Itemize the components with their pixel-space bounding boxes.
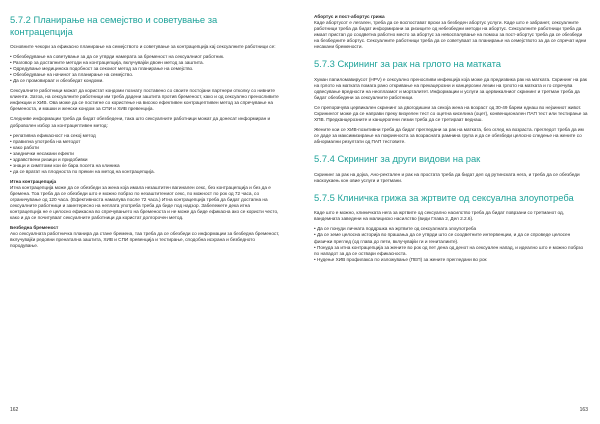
cervical-paragraph-3: Жените кои се ХИВ-позитивни треба да бидат прегледани за рак на матката, без оглед на возраста. прегледот треба да им се даде за максимизирање на покриеноста за возрасната рамнина група и да се обезбеди целосно следење на жените со абнормални резултати од ПАП тестовите. — [314, 127, 584, 145]
list-item: • Разговор за достапните методи на контрацепција, вклучувајќи двоен метод за заштита. — [10, 60, 280, 66]
list-item: • како работи — [10, 145, 280, 151]
left-column — [10, 14, 280, 253]
safe-pregnancy-body: Ако сексуалната работничка планира да стане бремена, таа треба да се обезбеди со информации за безбедна бременост, вклучувајќи редовни пренатална заштита, ХИВ и СПИ превенција и тестирање, сподобна исхрана и безбедното породување. — [10, 231, 280, 249]
other-cancer-heading: 5.7.4 Скрининг за други видови на рак — [314, 153, 481, 165]
list-item: • Понуда за итна контрацепција за жените во рок од пет дена од денот на сексуален напад, и идеално што е можно побрзо по нападот за да се оствари ефикасноста. — [314, 245, 588, 257]
list-item: • Да се понуди личната поддршка на жртвите од сексуалната злоупотреба — [314, 226, 588, 232]
abortion-care-title: Абортус и пост-абортус грижа — [314, 14, 385, 19]
list-item: • здравствени ризици и придобивки — [10, 157, 280, 163]
list-item: • Обезбедување на начинот за планирање на семејство. — [10, 72, 280, 78]
page-number-left: 162 — [10, 407, 19, 413]
cervical-paragraph-1: Хуман папиломавирусот (HPV) е сексуално преносливи инфекција која може да предизвика рак на матката. Скрининг на рак на грлото на матката помага рано откривање на прекацерозни и канцерозни лезии на грлото на матката и го спречува одвесување вредности на неоплазмот и морталитет. Информации и услуги за цервикалниот скрининг и третман треба да бидат обезбедени за сексуалните работници. — [314, 76, 587, 100]
right-column — [314, 14, 588, 267]
list-item: • правилна употреба на методот — [10, 139, 280, 145]
list-item: • да се вратат на плодноста по прекин на метод на контрацепција. — [10, 169, 280, 175]
list-item: • Одредување медицинска подобност за секоиот метод за планирање на семејство. — [10, 66, 280, 72]
list-item: • Да се промовираат и обезбедат кондоми. — [10, 78, 280, 84]
other-cancer-body: Скрининг за рак на дојка, Ано-ректален и рак на простата треба да бидат дел од рутинската нега, и треба да се обезбеди наскоукаењ кон овие услуги и третмани. — [314, 171, 580, 183]
safe-pregnancy-title: Безбедна бременост — [10, 225, 59, 231]
family-planning-intro: Основните чекори за ефикасно планирање на семејството и советување за контрацепција кај сексуалните работници се: — [10, 44, 276, 49]
sexual-abuse-care-intro: Каде што е можно, клиничката нега за жртвите од сексуално насилство треба да бидат поврзани со третманот од, вандемната заведени на малициско насилство (види Глава 2, Дел 2.2.6). — [314, 210, 565, 222]
list-item: • знаци и симптоми кои ќе бара посета на клиника — [10, 163, 280, 169]
method-info-list — [10, 133, 280, 175]
condom-paragraph: Сексуалните работници можат да користат кондоми познату поставено со своите постојани партнери отколку со нивните клиенти. Затоа, на сексуалните работници им треба дадени заштита против бременост, како и од сексуално преносливите инфекции и ХИВ. Ова може да се постигне со користење на високо ефективен контрацептивен метод за спречување на бременоста, и машки и женски кондом за СПИ и ХИВ превенција. — [10, 88, 279, 112]
emergency-contraception-title: Итна контрацепција — [10, 178, 57, 184]
list-item: • Обезбедување на советување за да се утврди намерата за бременост на сексуалниот работник. — [10, 54, 280, 60]
cervical-paragraph-2: Се препорачува цервикален скрининг за двогодишни за секоја жена на возраст од 30-49 барем еднаш во нејзиниот живот. Скринингот може да се направи преку визуелен тест со оцетна киселина (оцет), конвенционален ПАП тест или тестирање за ХПВ. Предканцерозните и канцерогени лезии треба да се третираат веднаш. — [314, 104, 588, 123]
cervical-screening-heading: 5.7.3 Скрининг за рак на грлото на матката — [314, 58, 502, 70]
list-item: • релативна ефикасност на секој метод — [10, 133, 280, 139]
list-item: • заеднички несакани ефекти — [10, 151, 280, 157]
family-planning-heading: 5.7.2 Планирање на семејство и советување за контрацепција — [10, 14, 218, 37]
right-page — [300, 0, 600, 424]
family-planning-steps — [10, 54, 280, 84]
info-intro-paragraph: Следниве информации треба да бидат обезбедени, така што сексуалните работници можат да донесат информиран и доброволен избор за контрацептивен метод: — [10, 116, 271, 128]
list-item: • Нудење ХИВ профилакса по изложување (ПЕП) за жените прегледани во рок — [314, 257, 588, 263]
emergency-contraception-body: Итна контрацепција може да се обезбеди за жена која имала незаштитен вагинален секс, без контрацепција и без да е бремена. Тоа треба да се обезбеди што е можно побрзо по незаштитениот секс, по можност по рок од 72 часа, со ограничување од 120 часа. (Ефективноста намалува после 72 часа.) Итна контрацепција треба да бидат достапна на сексуалните работници и заинтересно на неплата употреба треба да биде под надзор. Забележете дека итна контрацепција не е целосно ефикасна во спречувањето на бременоста и не може да биде ефикасна ако се користи често, како и да се почитуваат сексуалните работници да користат долгорочен метод. — [10, 184, 279, 221]
abortion-care-body: Каде абортусот е легален, треба да се воспостават врски за безбеден абортус услуги. Каде што е забранет, сексуалните работници треба да бидат информирани за ризиците од небезбедни методи на абортус. Сексуалните работници треба да имаат пристап до соодветна работно место за абортус за невоспалување на помош за пост-абортус треба да се обезбеди на безбедните абортус. Сексуалните работници треба да се советуваат за планирање на семејството за да се спречат идни несакани бремености. — [314, 20, 587, 50]
sexual-abuse-care-heading: 5.7.5 Клиничка грижа за жртвите од сексуална злоупотреба — [314, 191, 574, 203]
sexual-abuse-care-list — [314, 226, 588, 262]
page-number-right: 163 — [579, 407, 588, 413]
list-item: • Да се земе целосна историја во прашања да се утврди што се соодветните интервенции, и да се спроведе целосен физички преглед (од глава до пети, вклучувајќи ги и гениталиите). — [314, 232, 588, 244]
